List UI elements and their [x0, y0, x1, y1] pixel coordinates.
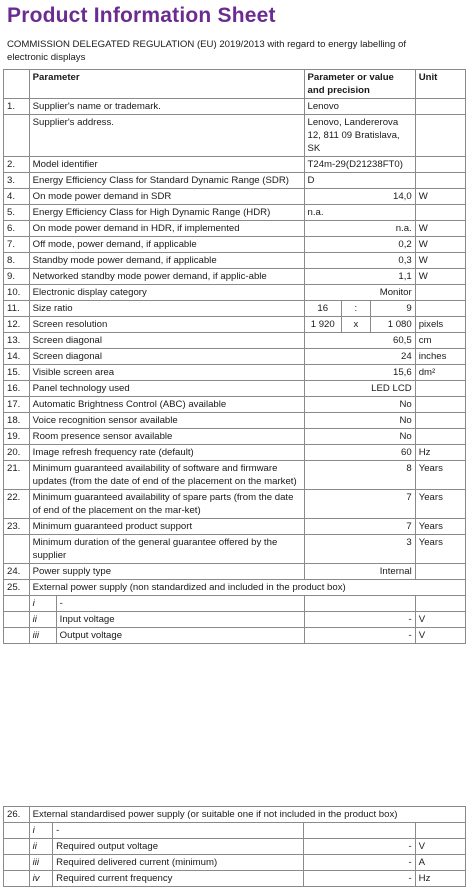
row-parameter: Standby mode power demand, if applicable	[29, 253, 304, 269]
table-row	[4, 413, 466, 429]
sub-parameter: Required current frequency	[53, 871, 304, 887]
sub-parameter: Input voltage	[59, 614, 115, 625]
row-parameter: Automatic Brightness Control (ABC) available	[29, 397, 304, 413]
product-info-table	[3, 69, 466, 644]
row-number: 13.	[4, 333, 30, 349]
sub-number: iv	[29, 871, 53, 887]
row-value: 60,5	[304, 333, 415, 349]
table-row	[4, 157, 466, 173]
row-value: 24	[304, 349, 415, 365]
row-parameter: Image refresh frequency rate (default)	[29, 445, 304, 461]
row-unit: Years	[415, 490, 465, 519]
table-row	[4, 397, 466, 413]
external-power-title: External power supply (non standardized and included in the product box)	[29, 580, 465, 596]
row-unit: W	[415, 189, 465, 205]
row-unit: Years	[415, 535, 465, 564]
header-unit: Unit	[415, 70, 465, 99]
row-spacer	[4, 871, 30, 887]
row-spacer	[4, 612, 30, 628]
row-parameter: Size ratio	[29, 301, 304, 317]
page-title: Product Information Sheet	[7, 4, 276, 27]
sub-value: -	[304, 839, 415, 855]
external-standardised-subrow	[4, 823, 466, 839]
row-unit: Years	[415, 519, 465, 535]
sub-value: -	[304, 871, 415, 887]
row-parameter: Screen diagonal	[29, 349, 304, 365]
sub-unit: V	[415, 612, 465, 628]
row-unit: pixels	[415, 317, 465, 333]
row-unit	[415, 285, 465, 301]
row-value: 60	[304, 445, 415, 461]
row-unit	[415, 205, 465, 221]
row-value: 8	[304, 461, 415, 490]
row-number: 16.	[4, 381, 30, 397]
row-unit: W	[415, 221, 465, 237]
row-parameter: Electronic display category	[29, 285, 304, 301]
row-number: 23.	[4, 519, 30, 535]
table-row	[4, 490, 466, 519]
table-row	[4, 253, 466, 269]
sub-unit: A	[415, 855, 465, 871]
external-power-header-row	[4, 580, 466, 596]
row-parameter: Panel technology used	[29, 381, 304, 397]
row-number: 26.	[4, 807, 30, 823]
row-number: 8.	[4, 253, 30, 269]
row-value: 14,0	[304, 189, 415, 205]
row-number: 5.	[4, 205, 30, 221]
sub-unit: V	[415, 839, 465, 855]
row-parameter: Voice recognition sensor available	[29, 413, 304, 429]
row-value: LED LCD	[304, 381, 415, 397]
row-number: 1.	[4, 99, 30, 115]
external-power-subrow	[4, 628, 466, 644]
sub-number: ii	[29, 839, 53, 855]
row-spacer	[4, 855, 30, 871]
row-unit	[415, 301, 465, 317]
table-row	[4, 269, 466, 285]
sub-parameter-cell	[29, 596, 304, 612]
sub-unit	[415, 823, 465, 839]
row-unit	[415, 397, 465, 413]
row-value-second: 9	[370, 301, 415, 317]
table-row	[4, 445, 466, 461]
external-standardised-title: External standardised power supply (or suitable one if not included in the product box)	[29, 807, 465, 823]
external-standardised-power-table	[3, 806, 466, 887]
row-number: 14.	[4, 349, 30, 365]
sub-parameter: -	[59, 598, 63, 609]
row-value-second: 1 080	[370, 317, 415, 333]
row-unit	[415, 173, 465, 189]
row-value: 0,3	[304, 253, 415, 269]
row-value-first: 1 920	[304, 317, 341, 333]
row-parameter: Supplier's name or trademark.	[29, 99, 304, 115]
row-value: No	[304, 429, 415, 445]
row-number: 20.	[4, 445, 30, 461]
row-number: 3.	[4, 173, 30, 189]
row-value: Internal	[304, 564, 415, 580]
row-value: 7	[304, 490, 415, 519]
sub-parameter: Required output voltage	[53, 839, 304, 855]
table-row	[4, 221, 466, 237]
row-parameter: Model identifier	[29, 157, 304, 173]
sub-parameter: Required delivered current (minimum)	[53, 855, 304, 871]
row-parameter: Minimum guaranteed product support	[29, 519, 304, 535]
sub-number: ii	[30, 612, 57, 627]
row-value-first: 16	[304, 301, 341, 317]
table-row	[4, 285, 466, 301]
row-value: Lenovo	[304, 99, 415, 115]
sub-parameter: Output voltage	[59, 630, 123, 641]
table-row	[4, 237, 466, 253]
row-unit: W	[415, 253, 465, 269]
table-row	[4, 317, 466, 333]
row-parameter: Minimum duration of the general guarantee offered by the supplier	[29, 535, 304, 564]
row-value: T24m-29(D21238FT0)	[304, 157, 415, 173]
table-row	[4, 333, 466, 349]
external-standardised-header-row	[4, 807, 466, 823]
sub-value	[304, 596, 415, 612]
row-number: 15.	[4, 365, 30, 381]
row-value: 0,2	[304, 237, 415, 253]
row-number	[4, 115, 30, 157]
header-parameter: Parameter	[29, 70, 304, 99]
row-number: 4.	[4, 189, 30, 205]
row-number: 9.	[4, 269, 30, 285]
row-value: 7	[304, 519, 415, 535]
table-row	[4, 535, 466, 564]
row-unit: W	[415, 237, 465, 253]
row-value-separator: x	[341, 317, 370, 333]
row-unit	[415, 564, 465, 580]
row-parameter: Energy Efficiency Class for Standard Dynamic Range (SDR)	[29, 173, 304, 189]
row-value: No	[304, 397, 415, 413]
row-parameter: Screen diagonal	[29, 333, 304, 349]
row-value: 3	[304, 535, 415, 564]
row-number: 22.	[4, 490, 30, 519]
row-unit	[415, 99, 465, 115]
row-spacer	[4, 596, 30, 612]
row-parameter: Room presence sensor available	[29, 429, 304, 445]
external-standardised-subrow	[4, 839, 466, 855]
row-number: 19.	[4, 429, 30, 445]
row-value: Lenovo, Landererova 12, 811 09 Bratislava, SK	[304, 115, 415, 157]
row-unit: Years	[415, 461, 465, 490]
sub-value	[304, 823, 415, 839]
sub-value: -	[304, 628, 415, 644]
sub-unit	[415, 596, 465, 612]
row-parameter: Energy Efficiency Class for High Dynamic Range (HDR)	[29, 205, 304, 221]
row-unit	[415, 115, 465, 157]
external-power-subrow	[4, 596, 466, 612]
row-spacer	[4, 628, 30, 644]
sub-unit: Hz	[415, 871, 465, 887]
row-unit	[415, 157, 465, 173]
row-unit: inches	[415, 349, 465, 365]
regulation-subtitle: COMMISSION DELEGATED REGULATION (EU) 2019/2013 with regard to energy labelling of electronic displays	[7, 39, 407, 63]
row-unit	[415, 429, 465, 445]
row-parameter: Visible screen area	[29, 365, 304, 381]
table-row	[4, 519, 466, 535]
row-value: n.a.	[304, 221, 415, 237]
row-number: 17.	[4, 397, 30, 413]
sub-number: i	[29, 823, 53, 839]
header-value: Parameter or value and precision	[304, 70, 415, 99]
table-row	[4, 461, 466, 490]
row-parameter: Off mode, power demand, if applicable	[29, 237, 304, 253]
table-row	[4, 301, 466, 317]
row-number	[4, 535, 30, 564]
row-value: Monitor	[304, 285, 415, 301]
row-parameter: Networked standby mode power demand, if applic-able	[29, 269, 304, 285]
table-row	[4, 349, 466, 365]
row-value: 15,6	[304, 365, 415, 381]
table-row	[4, 99, 466, 115]
row-value: No	[304, 413, 415, 429]
table-header-row	[4, 70, 466, 99]
row-spacer	[4, 839, 30, 855]
row-number: 6.	[4, 221, 30, 237]
sub-number: iii	[30, 628, 57, 643]
table-row	[4, 365, 466, 381]
row-number: 12.	[4, 317, 30, 333]
external-standardised-subrow	[4, 871, 466, 887]
table-row	[4, 564, 466, 580]
row-spacer	[4, 823, 30, 839]
row-unit: Hz	[415, 445, 465, 461]
row-number: 24.	[4, 564, 30, 580]
sub-value: -	[304, 612, 415, 628]
row-value: 1,1	[304, 269, 415, 285]
sub-number: iii	[29, 855, 53, 871]
row-parameter: Minimum guaranteed availability of software and firmware updates (from the date of end of the placement on the market)	[29, 461, 304, 490]
row-unit	[415, 413, 465, 429]
row-parameter: On mode power demand in HDR, if implemented	[29, 221, 304, 237]
row-parameter: Power supply type	[29, 564, 304, 580]
sub-unit: V	[415, 628, 465, 644]
row-number: 21.	[4, 461, 30, 490]
row-number: 7.	[4, 237, 30, 253]
row-unit: W	[415, 269, 465, 285]
row-value: D	[304, 173, 415, 189]
row-parameter: Screen resolution	[29, 317, 304, 333]
row-unit: cm	[415, 333, 465, 349]
external-power-subrow	[4, 612, 466, 628]
row-number: 11.	[4, 301, 30, 317]
row-number: 10.	[4, 285, 30, 301]
row-number: 2.	[4, 157, 30, 173]
row-value-separator: :	[341, 301, 370, 317]
sub-parameter-cell	[29, 612, 304, 628]
sub-value: -	[304, 855, 415, 871]
row-parameter: Supplier's address.	[29, 115, 304, 157]
external-standardised-subrow	[4, 855, 466, 871]
sub-number: i	[30, 596, 57, 611]
table-row	[4, 381, 466, 397]
table-row	[4, 429, 466, 445]
table-row	[4, 115, 466, 157]
row-parameter: On mode power demand in SDR	[29, 189, 304, 205]
row-value: n.a.	[304, 205, 415, 221]
sub-parameter-cell	[29, 628, 304, 644]
table-row	[4, 189, 466, 205]
row-unit	[415, 381, 465, 397]
row-number: 25.	[4, 580, 30, 596]
row-number: 18.	[4, 413, 30, 429]
row-unit: dm²	[415, 365, 465, 381]
table-row	[4, 173, 466, 189]
row-parameter: Minimum guaranteed availability of spare parts (from the date of end of the placement on the mar-ket)	[29, 490, 304, 519]
table-row	[4, 205, 466, 221]
sub-parameter: -	[53, 823, 304, 839]
